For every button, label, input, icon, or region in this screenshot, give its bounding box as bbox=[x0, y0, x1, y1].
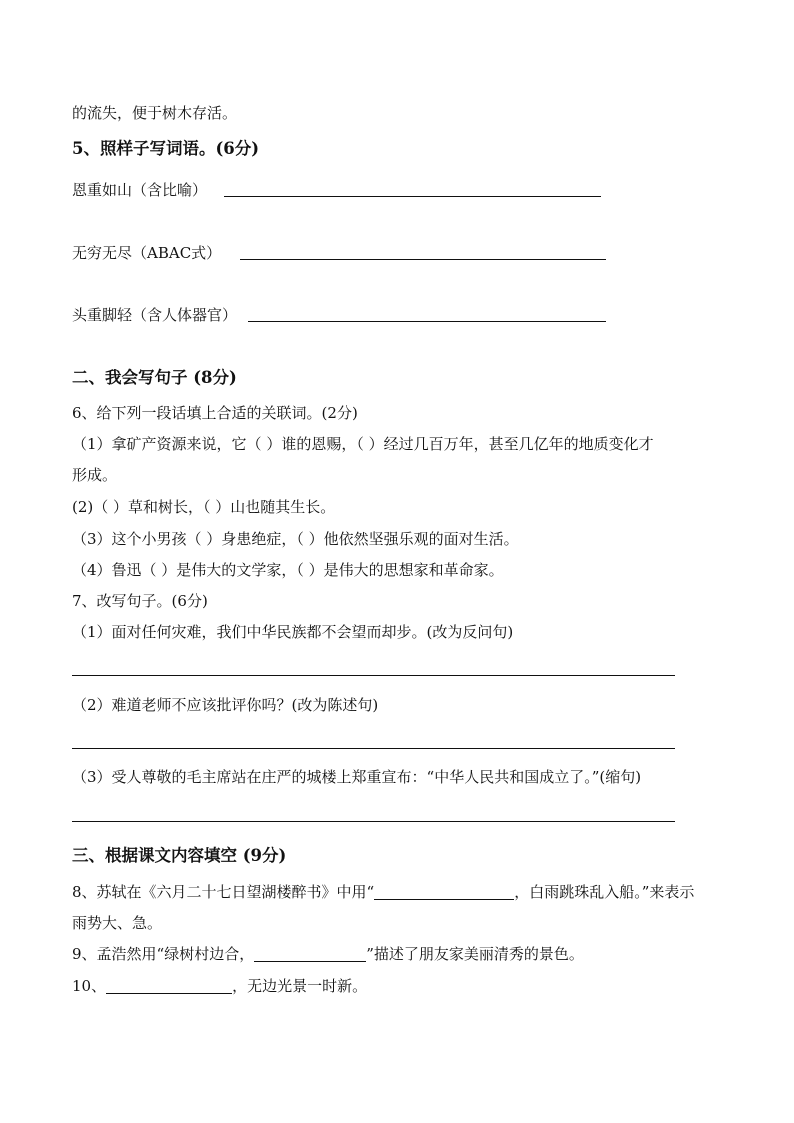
q10-pre-text: 10、 bbox=[72, 977, 107, 995]
q10-line bbox=[72, 976, 367, 996]
q5-item-3-label: 头重脚轻（含人体器官） bbox=[72, 306, 238, 324]
q7-item-2-answer-line[interactable] bbox=[72, 748, 675, 749]
q9-line bbox=[72, 944, 584, 964]
q7-item-3: （3）受人尊敬的毛主席站在庄严的城楼上郑重宣布：“中华人民共和国成立了。”(缩句) bbox=[72, 768, 642, 786]
q8-pre-text: 8、苏轼在《六月二十七日望湖楼醉书》中用“ bbox=[72, 883, 375, 901]
q9-post-text: ”描述了朋友家美丽清秀的景色。 bbox=[366, 945, 584, 963]
q10-post-text: ，无边光景一时新。 bbox=[232, 977, 368, 995]
q7-item-1-answer-line[interactable] bbox=[72, 675, 675, 676]
q7-title: 7、改写句子。(6分) bbox=[72, 592, 208, 610]
q5-item-1-label: 恩重如山（含比喻） bbox=[72, 181, 208, 199]
section3-title: 三、根据课文内容填空 (9分) bbox=[72, 846, 287, 865]
q6-line-1-cont: 形成。 bbox=[72, 466, 118, 484]
q7-item-1: （1）面对任何灾难，我们中华民族都不会望而却步。(改为反问句) bbox=[72, 623, 514, 641]
intro-tail-text: 的流失，便于树木存活。 bbox=[72, 104, 238, 122]
q7-item-3-answer-line[interactable] bbox=[72, 821, 675, 822]
q9-pre-text: 9、孟浩然用“绿树村边合， bbox=[72, 945, 255, 963]
q6-line-1: （1）拿矿产资源来说，它（ ）谁的恩赐，（ ）经过几百万年，甚至几亿年的地质变化才 bbox=[72, 435, 654, 453]
q9-answer-blank[interactable] bbox=[254, 947, 366, 962]
q8-line-cont: 雨势大、急。 bbox=[72, 914, 163, 932]
section2-title: 二、我会写句子 (8分) bbox=[72, 368, 237, 387]
q8-line bbox=[72, 882, 694, 902]
q5-item-2-label: 无穷无尽（ABAC式） bbox=[72, 244, 222, 262]
q6-line-2: (2)（ ）草和树长，（ ）山也随其生长。 bbox=[72, 498, 336, 516]
q10-answer-blank[interactable] bbox=[106, 979, 232, 994]
q5-title: 5、照样子写词语。(6分) bbox=[72, 139, 260, 158]
q5-item-3-answer-line[interactable] bbox=[248, 321, 606, 322]
q5-item-2-answer-line[interactable] bbox=[240, 259, 606, 260]
q7-item-2: （2）难道老师不应该批评你吗？(改为陈述句) bbox=[72, 696, 379, 714]
q6-line-4: （4）鲁迅（ ）是伟大的文学家，（ ）是伟大的思想家和革命家。 bbox=[72, 561, 504, 579]
q5-item-1-answer-line[interactable] bbox=[224, 196, 601, 197]
q8-post-text: ，白雨跳珠乱入船。”来表示 bbox=[514, 883, 695, 901]
q6-line-3: （3）这个小男孩（ ）身患绝症，（ ）他依然坚强乐观的面对生活。 bbox=[72, 530, 519, 548]
q8-answer-blank[interactable] bbox=[374, 885, 514, 900]
q6-title: 6、给下列一段话填上合适的关联词。(2分) bbox=[72, 404, 358, 422]
